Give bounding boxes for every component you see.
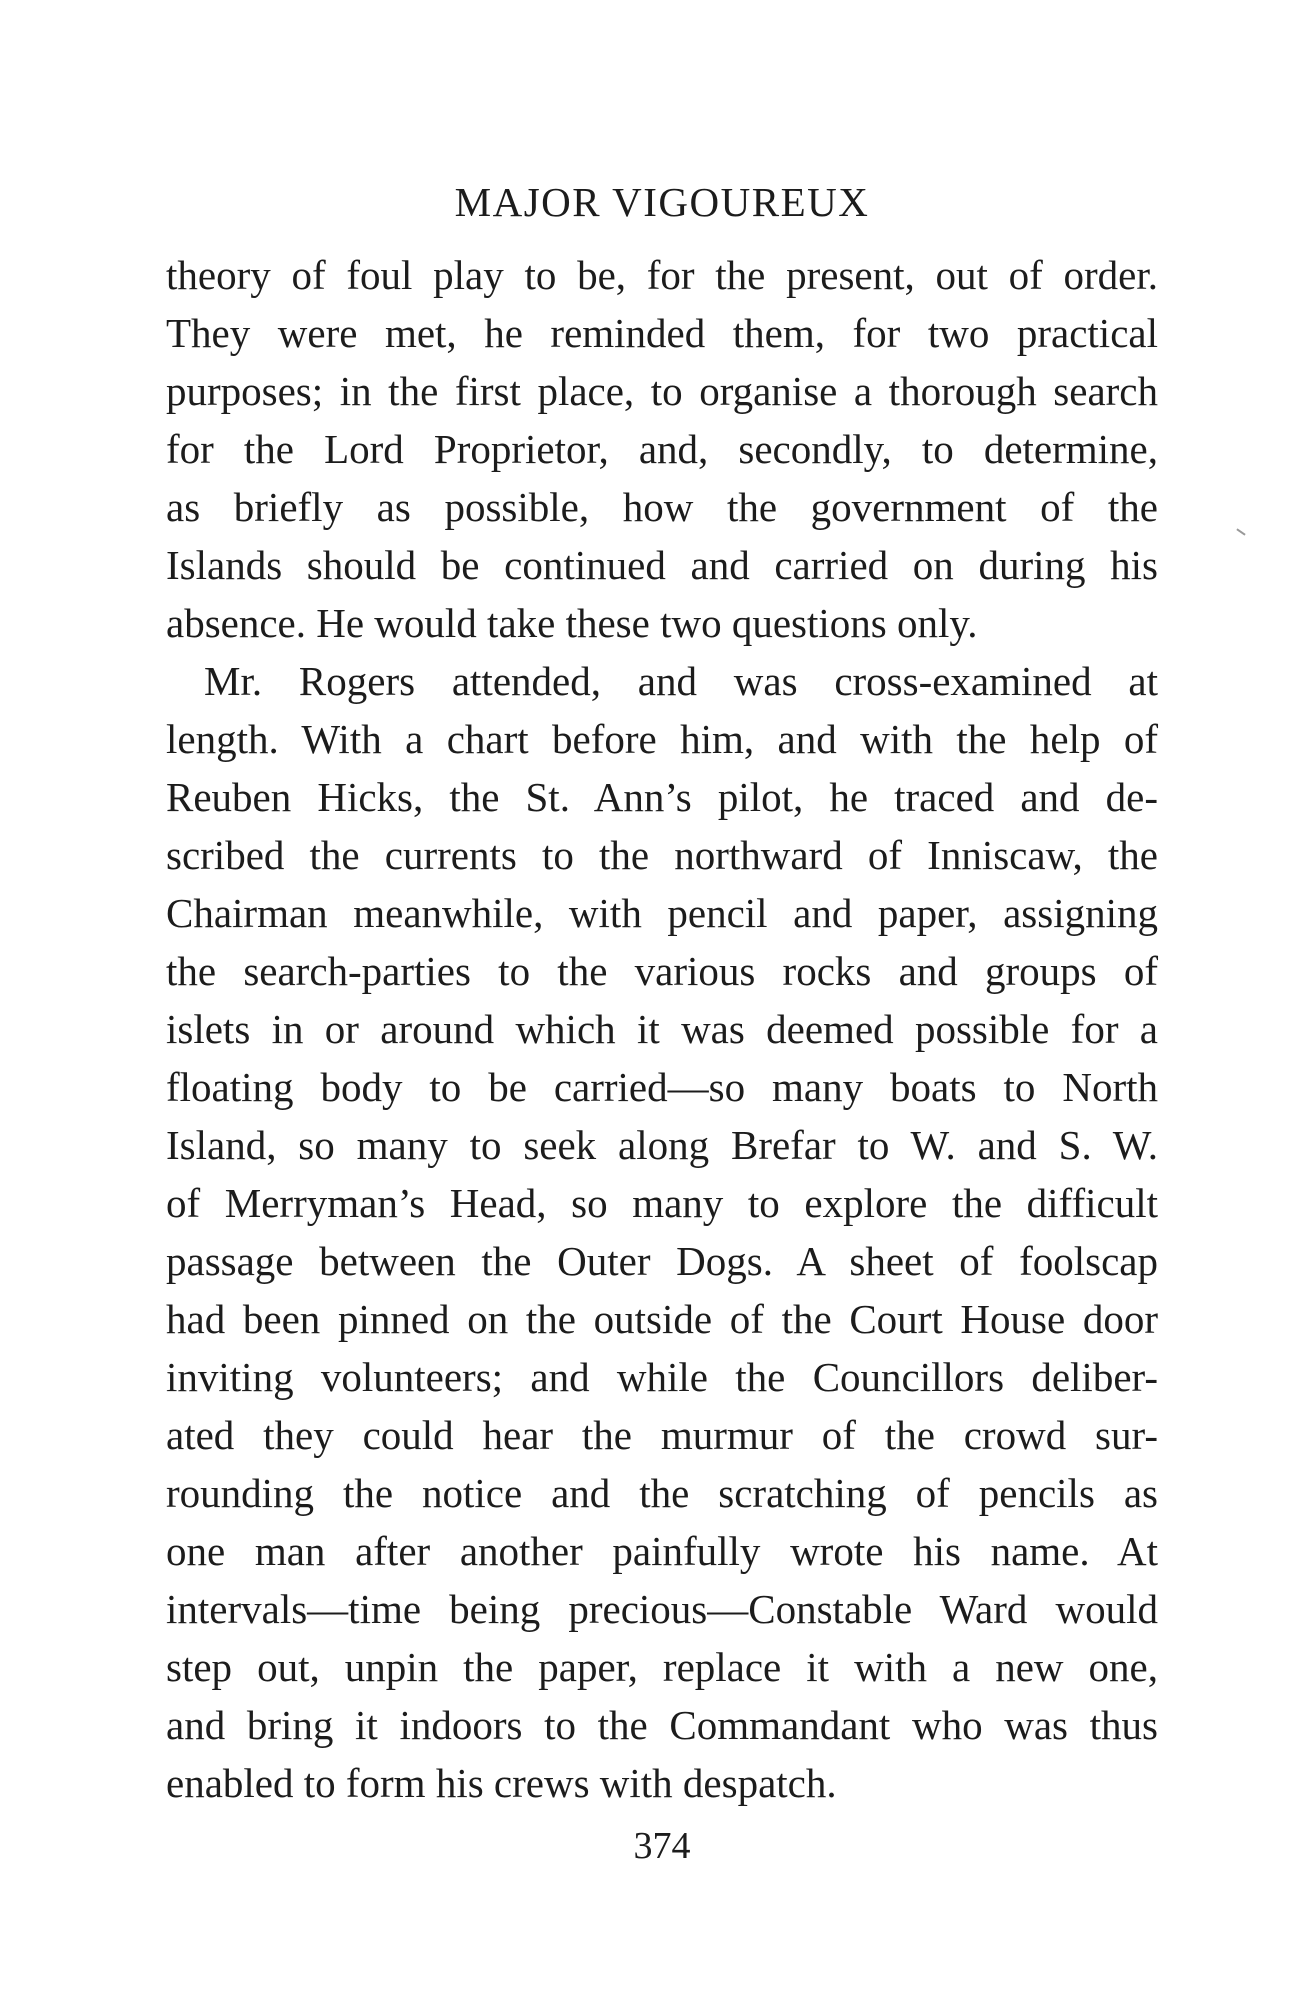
text-line: for the Lord Proprietor, and, secondly, to determine, [166,426,1158,472]
page-number: 374 [633,1825,691,1867]
text-line: intervals—time being precious—Constable Ward would [166,1586,1158,1632]
text-line: Island, so many to seek along Brefar to W. and S. W. [166,1122,1158,1168]
paragraph-1 [166,246,1158,652]
text-line: scribed the currents to the northward of Inniscaw, the [166,832,1158,878]
text-line: theory of foul play to be, for the present, out of order. [166,252,1158,298]
text-line: floating body to be carried—so many boats to North [166,1064,1158,1110]
paragraph-2 [166,652,1158,1812]
text-line: of Merryman’s Head, so many to explore the difficult [166,1180,1158,1226]
text-line: passage between the Outer Dogs. A sheet of foolscap [166,1238,1158,1284]
text-line: and bring it indoors to the Commandant who was thus [166,1702,1158,1748]
text-line: enabled to form his crews with despatch. [166,1760,837,1806]
text-line: Islands should be continued and carried on during his [166,542,1158,588]
text-line: had been pinned on the outside of the Court House door [166,1296,1158,1342]
text-line: length. With a chart before him, and with the help of [166,716,1158,762]
text-line: one man after another painfully wrote his name. At [166,1528,1158,1574]
text-line: Mr. Rogers attended, and was cross-examined at [204,658,1158,704]
text-line: They were met, he reminded them, for two practical [166,310,1158,356]
text-line: step out, unpin the paper, replace it with a new one, [166,1644,1158,1690]
text-line: purposes; in the first place, to organise a thorough search [166,368,1158,414]
text-line: rounding the notice and the scratching of pencils as [166,1470,1158,1516]
body-text [166,246,1158,1812]
text-line: islets in or around which it was deemed possible for a [166,1006,1158,1052]
scan-speck [1236,528,1245,535]
text-line: absence. He would take these two questions only. [166,600,978,646]
book-page [166,178,1158,1870]
text-line: inviting volunteers; and while the Councillors deliber- [166,1354,1158,1400]
text-line: Chairman meanwhile, with pencil and paper, assigning [166,890,1158,936]
text-line: as briefly as possible, how the government of the [166,484,1158,530]
running-title: MAJOR VIGOUREUX [454,179,870,225]
text-line: ated they could hear the murmur of the crowd sur- [166,1412,1158,1458]
text-line: Reuben Hicks, the St. Ann’s pilot, he traced and de- [166,774,1158,820]
text-line: the search-parties to the various rocks and groups of [166,948,1158,994]
